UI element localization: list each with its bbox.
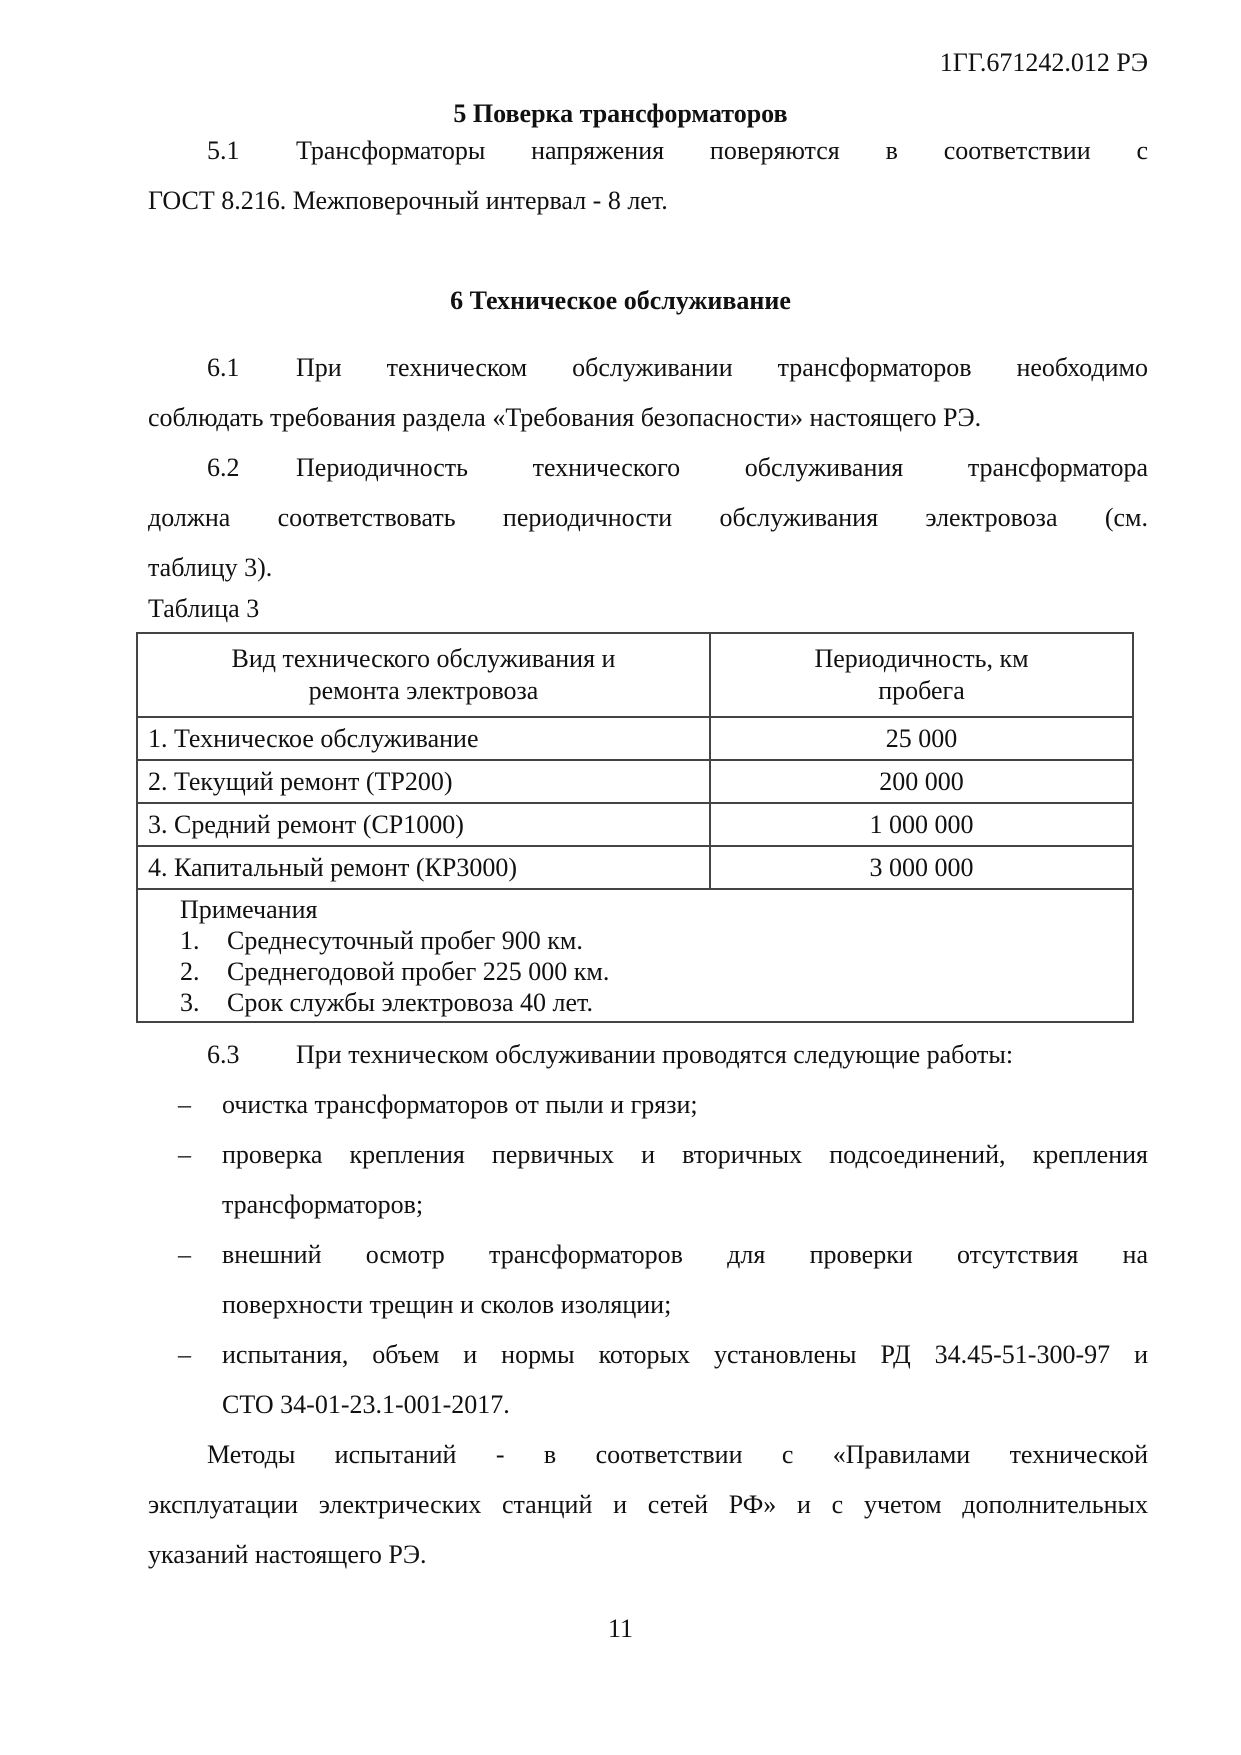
document-code: 1ГГ.671242.012 РЭ [939,48,1148,77]
dash-bullet-icon: – [178,1340,191,1369]
table-notes-row [137,889,1133,1022]
paragraph-number: 6.1 [207,353,240,382]
note-item [180,925,1132,956]
note-number: 2. [180,957,200,986]
cell-type: 1. Техническое обслуживание [137,717,710,760]
note-text: Срок службы электровоза 40 лет. [227,988,593,1017]
list-item-line: СТО 34-01-23.1-001-2017. [222,1390,510,1419]
cell-periodicity: 3 000 000 [710,846,1133,889]
paragraph-methods [148,1430,1148,1580]
cell-periodicity: 1 000 000 [710,803,1133,846]
note-text: Среднесуточный пробег 900 км. [227,926,583,955]
cell-type: 4. Капитальный ремонт (КР3000) [137,846,710,889]
list-item-line: трансформаторов; [222,1190,424,1219]
section-5-title: 5 Поверка трансформаторов [453,99,788,128]
paragraph-line: Трансформаторы напряжения поверяются в соответствии с [296,136,1148,165]
table-row [137,803,1133,846]
list-item-line: очистка трансформаторов от пыли и грязи; [222,1090,698,1119]
table-row [137,846,1133,889]
cell-periodicity: 200 000 [710,760,1133,803]
note-number: 3. [180,988,200,1017]
paragraph-5-1 [148,126,1148,226]
dash-bullet-icon: – [178,1240,191,1269]
list-item [178,1130,1148,1230]
notes-title: Примечания [180,895,318,924]
list-item [178,1330,1148,1430]
table-caption: Таблица 3 [148,594,260,623]
header-line: Периодичность, км [814,644,1029,673]
list-item-line: проверка крепления первичных и вторичных подсоединений, крепления [222,1140,1148,1169]
list-item-line: внешний осмотр трансформаторов для проверки отсутствия на [222,1240,1148,1269]
paragraph-number: 6.3 [207,1040,240,1069]
dash-bullet-icon: – [178,1090,191,1119]
paragraph-line: должна соответствовать периодичности обслуживания электровоза (см. [148,503,1148,532]
note-number: 1. [180,926,200,955]
paragraph-line: Периодичность технического обслуживания трансформатора [296,453,1148,482]
table-header-row [137,633,1133,717]
table-row [137,717,1133,760]
paragraph-number: 6.2 [207,453,240,482]
section-6-title: 6 Техническое обслуживание [450,286,791,315]
cell-type: 2. Текущий ремонт (ТР200) [137,760,710,803]
dash-bullet-icon: – [178,1140,191,1169]
table-notes [137,889,1133,1022]
list-item [178,1230,1148,1330]
cell-periodicity: 25 000 [710,717,1133,760]
list-item-line: испытания, объем и нормы которых установлены РД 34.45-51-300-97 и [222,1340,1148,1369]
paragraph-line: эксплуатации электрических станций и сетей РФ» и с учетом дополнительных [148,1490,1148,1519]
paragraph-line: таблицу 3). [148,553,273,582]
note-text: Среднегодовой пробег 225 000 км. [227,957,610,986]
paragraph-6-3 [148,1030,1148,1080]
paragraph-line: указаний настоящего РЭ. [148,1540,427,1569]
table-row [137,760,1133,803]
cell-type: 3. Средний ремонт (СР1000) [137,803,710,846]
column-header-type [137,633,710,717]
maintenance-table [136,632,1134,1023]
list-item [178,1080,1148,1130]
list-item-line: поверхности трещин и сколов изоляции; [222,1290,672,1319]
paragraph-6-1 [148,343,1148,443]
paragraph-line: Методы испытаний - в соответствии с «Правилами технической [207,1440,1148,1469]
page-number: 11 [607,1614,634,1643]
column-header-periodicity [710,633,1133,717]
header-line: ремонта электровоза [308,676,539,705]
paragraph-line: При техническом обслуживании проводятся следующие работы: [296,1040,1014,1069]
header-line: Вид технического обслуживания и [231,644,616,673]
paragraph-line: ГОСТ 8.216. Межповерочный интервал - 8 лет. [148,186,668,215]
paragraph-6-2 [148,443,1148,593]
paragraph-line: При техническом обслуживании трансформаторов необходимо [296,353,1148,382]
header-line: пробега [878,676,965,705]
paragraph-line: соблюдать требования раздела «Требования безопасности» настоящего РЭ. [148,403,982,432]
works-list [178,1080,1148,1430]
note-item [180,956,1132,987]
note-item [180,987,1132,1018]
paragraph-number: 5.1 [207,136,240,165]
